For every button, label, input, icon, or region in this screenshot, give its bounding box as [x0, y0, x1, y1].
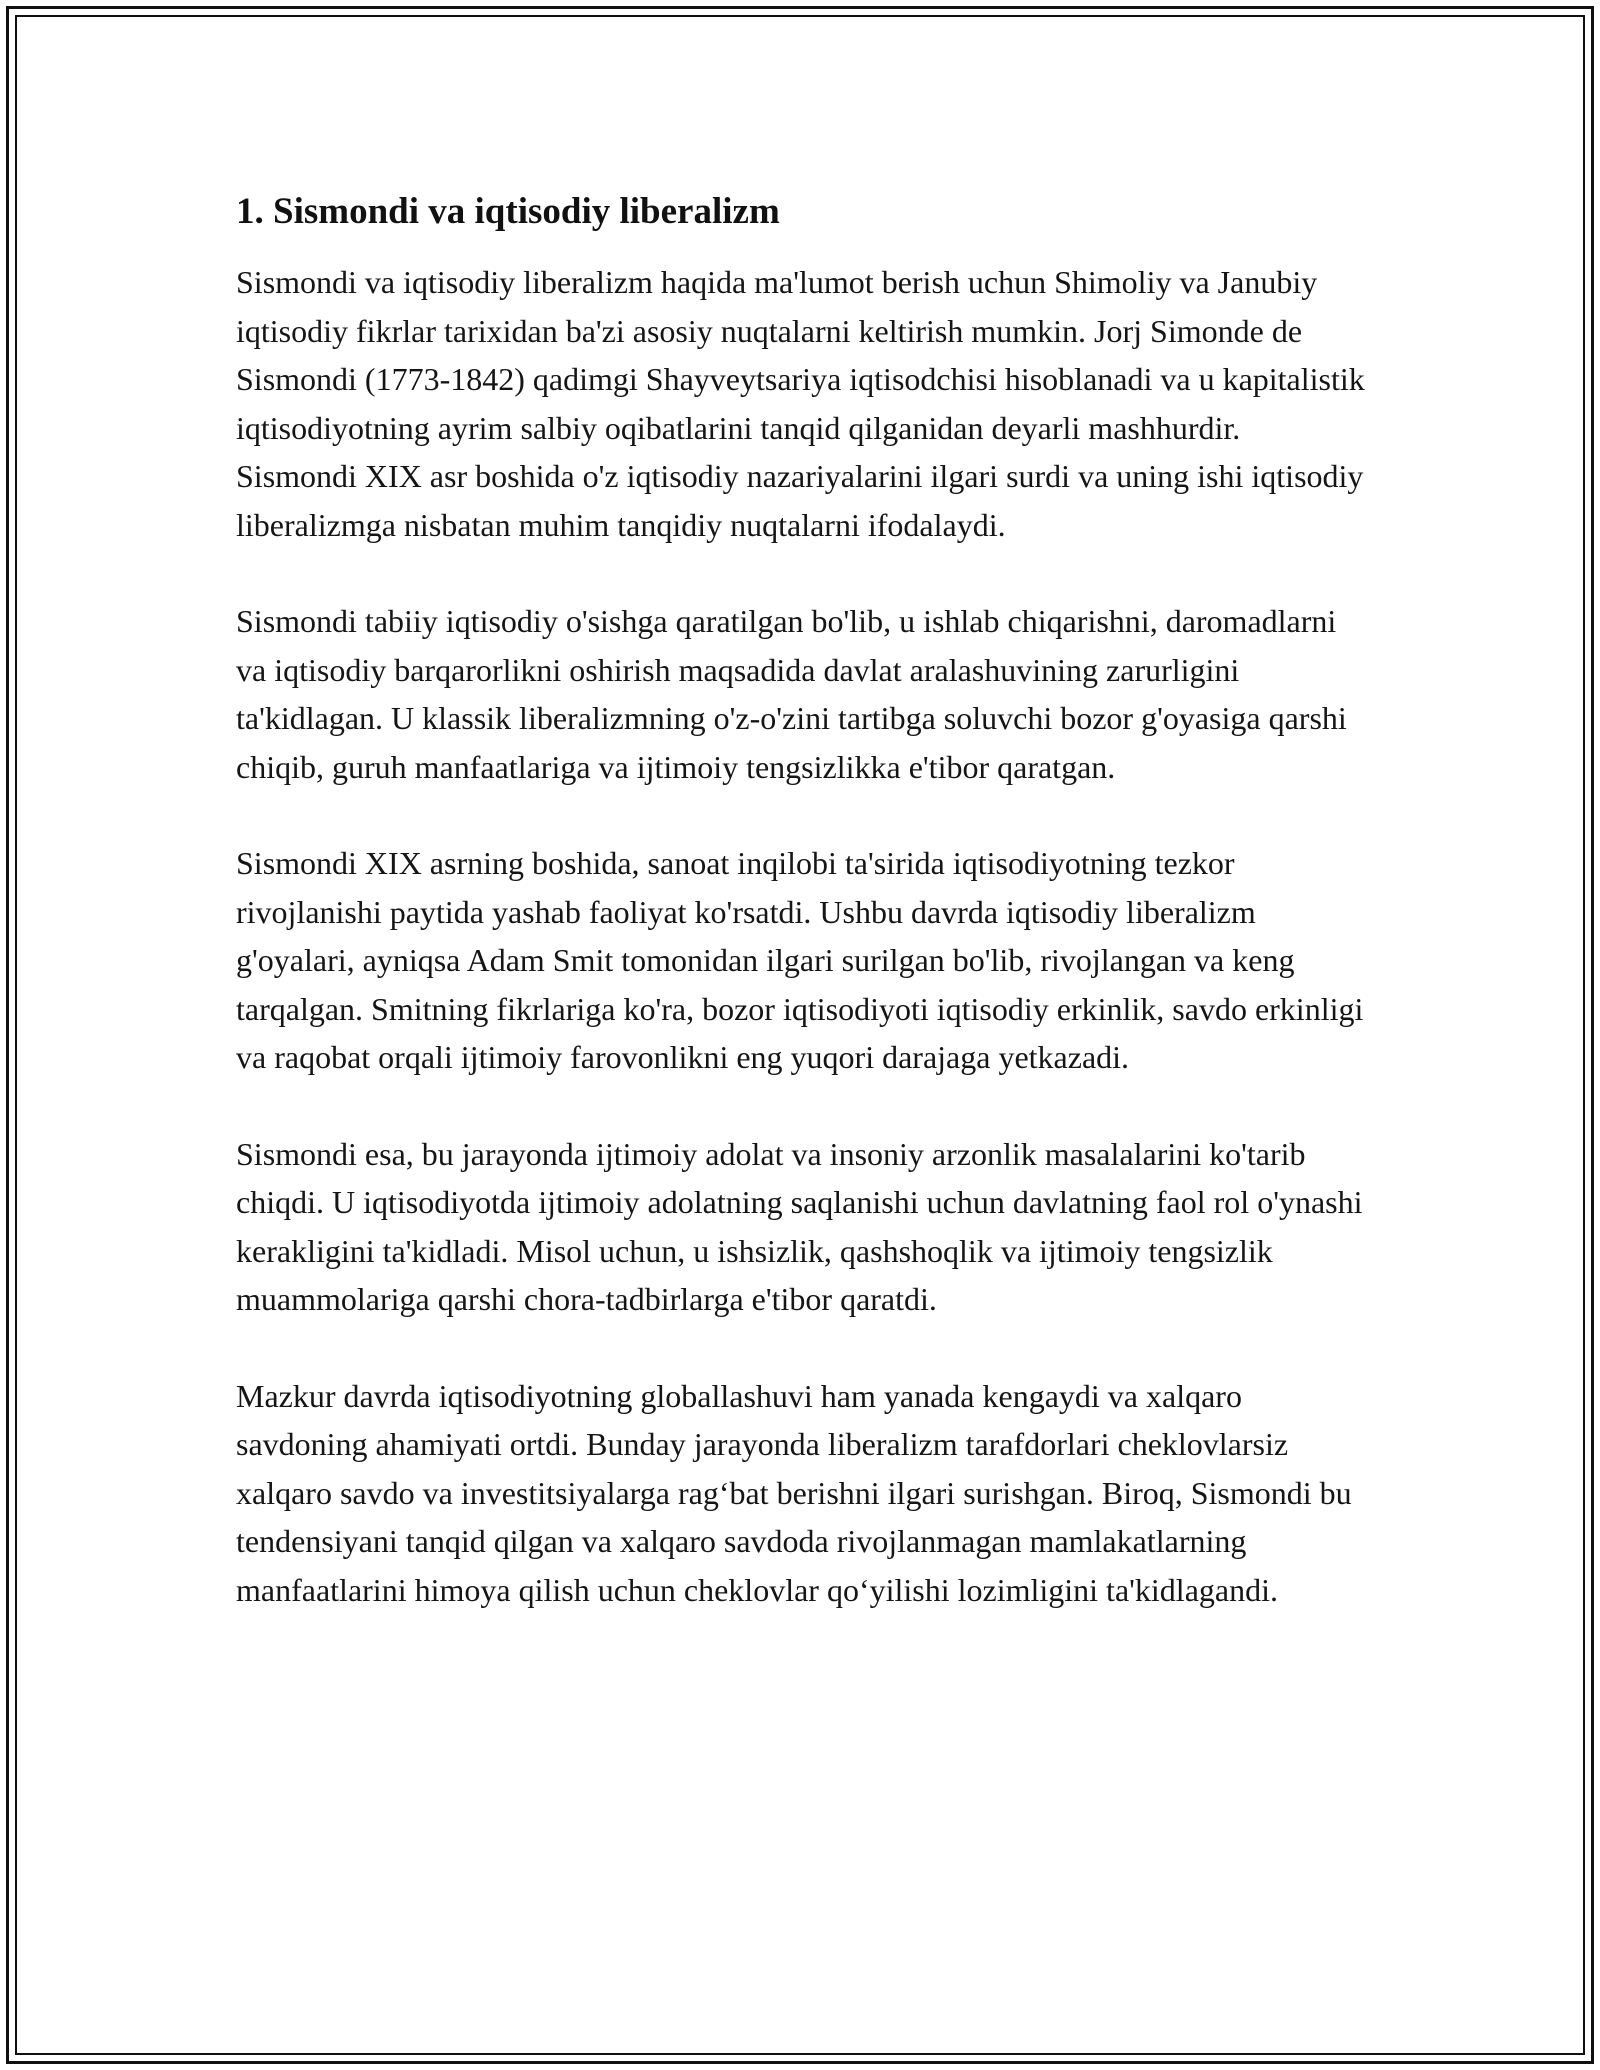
paragraph-4: Sismondi esa, bu jarayonda ijtimoiy adolat va insoniy arzonlik masalalarini ko'tarib chiqdi. U iqtisodiyotda ijtimoiy adolatning saqlanishi uchun davlatning faol rol o'ynashi kerakligini ta'kidladi. Misol uchun, u ishsizlik, qashshoqlik va ijtimoiy tengsizlik muammolariga qarshi chora-tadbirlarga e'tibor qaratdi.: [236, 1135, 1363, 1317]
paragraph-1: Sismondi va iqtisodiy liberalizm haqida ma'lumot berish uchun Shimoliy va Janubiy iqtisodiy fikrlar tarixidan ba'zi asosiy nuqtalarni keltirish mumkin. Jorj Simonde de Sismondi (1773-1842) qadimgi Shayveytsariya iqtisodchisi hisoblanadi va u kapitalistik iqtisodiyotning ayrim salbiy oqibatlarini tanqid qilganidan deyarli mashhurdir. Sismondi XIX asr boshida o'z iqtisodiy nazariyalarini ilgari surdi va uning ishi iqtisodiy liberalizmga nisbatan muhim tanqidiy nuqtalarni ifodalaydi.: [236, 264, 1365, 543]
paragraph-3: Sismondi XIX asrning boshida, sanoat inqilobi ta'sirida iqtisodiyotning tezkor rivojlanishi paytida yashab faoliyat ko'rsatdi. Ushbu davrda iqtisodiy liberalizm g'oyalari, ayniqsa Adam Smit tomonidan ilgari surilgan bo'lib, rivojlangan va keng tarqalgan. Smitning fikrlariga ko'ra, bozor iqtisodiyoti iqtisodiy erkinlik, savdo erkinligi va raqobat orqali ijtimoiy farovonlikni eng yuqori darajaga yetkazadi.: [236, 845, 1364, 1075]
paragraph-2: Sismondi tabiiy iqtisodiy o'sishga qaratilgan bo'lib, u ishlab chiqarishni, daromadlarni va iqtisodiy barqarorlikni oshirish maqsadida davlat aralashuvining zarurligini ta'kidlagan. U klassik liberalizmning o'z-o'zini tartibga soluvchi bozor g'oyasiga qarshi chiqib, guruh manfaatlariga va ijtimoiy tengsizlikka e'tibor qaratgan.: [236, 603, 1347, 785]
section-heading: 1. Sismondi va iqtisodiy liberalizm: [236, 191, 780, 232]
document-body: [236, 188, 1366, 1662]
paragraph-5: Mazkur davrda iqtisodiyotning globallashuvi ham yanada kengaydi va xalqaro savdoning ahamiyati ortdi. Bunday jarayonda liberalizm tarafdorlari cheklovlarsiz xalqaro savdo va investitsiyalarga rag‘bat berishni ilgari surishgan. Biroq, Sismondi bu tendensiyani tanqid qilgan va xalqaro savdoda rivojlanmagan mamlakatlarning manfaatlarini himoya qilish uchun cheklovlar qo‘yilishi lozimligini ta'kidlagandi.: [236, 1377, 1352, 1608]
